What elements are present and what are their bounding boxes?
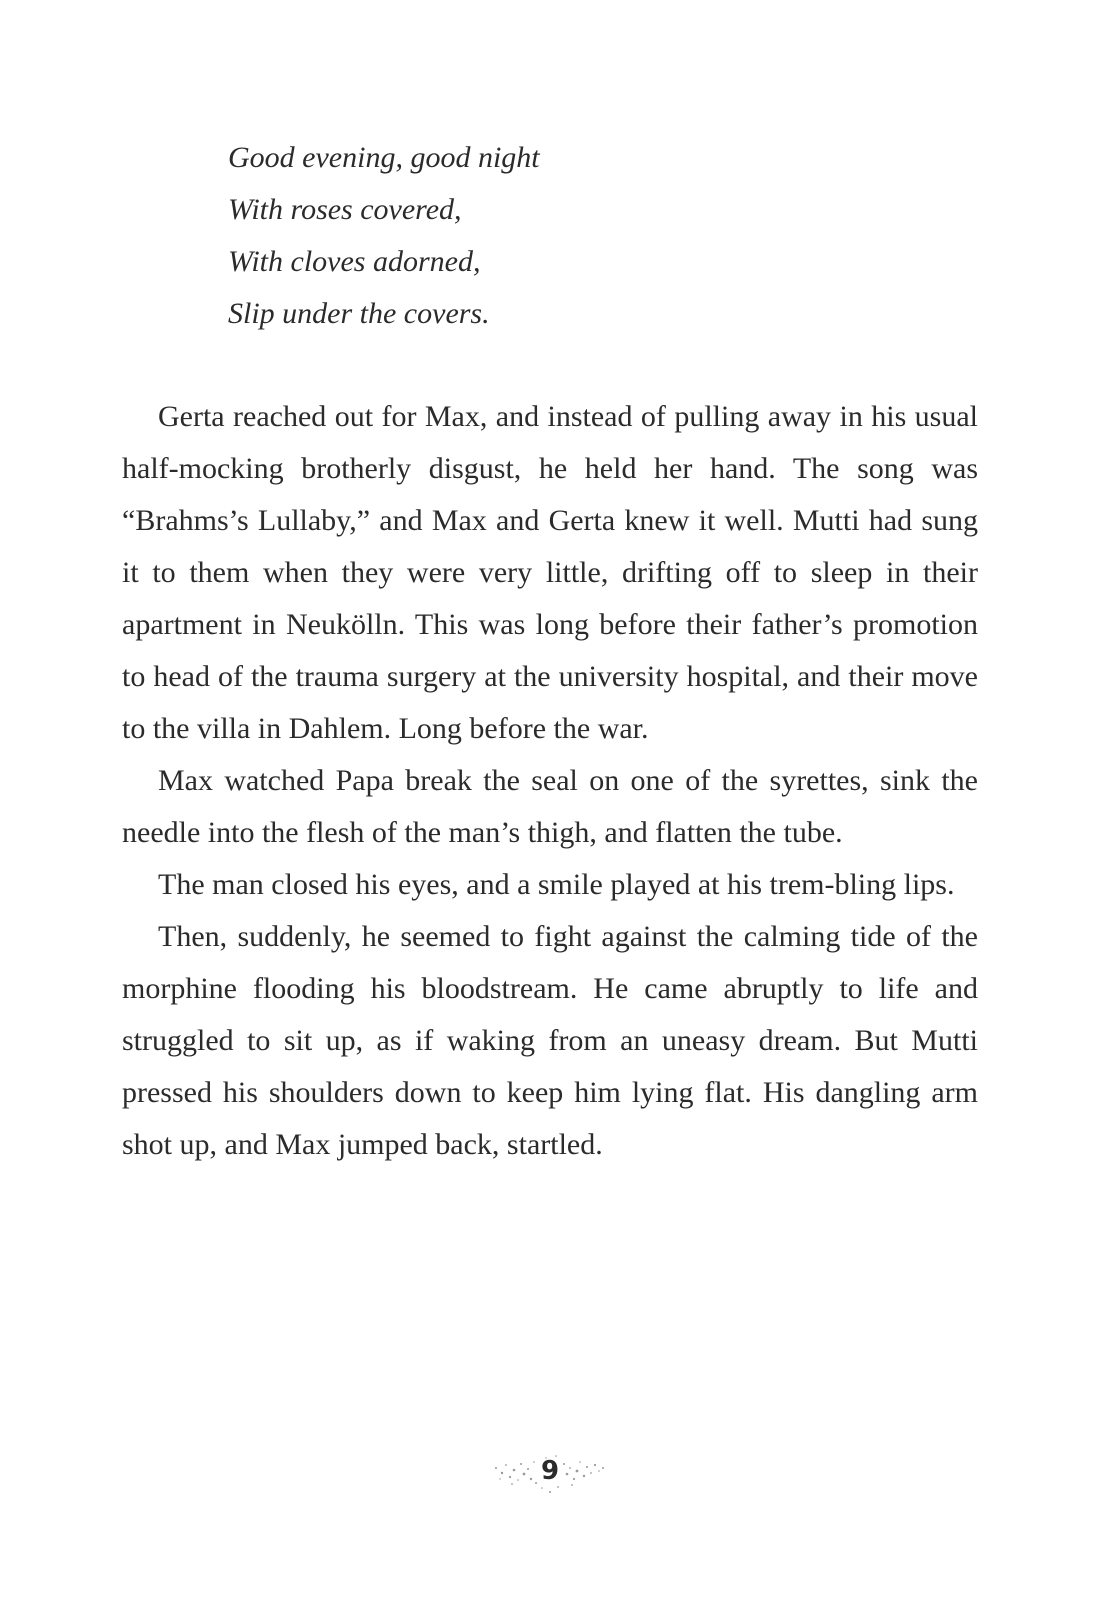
verse-line: With cloves adorned, [228, 245, 481, 278]
paragraph: The man closed his eyes, and a smile played at his trem-bling lips. [158, 868, 955, 901]
paragraph: Gerta reached out for Max, and instead of pulling away in his usual half-mocking brotherly disgust, he held her hand. The song was “Brahms’s Lullaby,” and Max and Gerta knew it well. Mutti had sung it to them when they were very little, drifting off to sleep in their apartment in Neukölln. This was long before their father’s promotion to head of the trauma surgery at the university hospital, and their move to the villa in Dahlem. Long before the war. [122, 400, 978, 745]
verse-line: With roses covered, [228, 193, 462, 226]
verse-line: Slip under the covers. [228, 297, 490, 330]
page-folio [490, 1450, 610, 1498]
paragraph: Max watched Papa break the seal on one of the syrettes, sink the needle into the flesh of the man’s thigh, and flatten the tube. [122, 764, 978, 849]
lullaby-verse [228, 132, 540, 340]
body-text [122, 391, 978, 1171]
page-number: 9 [540, 1456, 560, 1486]
paragraph: Then, suddenly, he seemed to fight against the calming tide of the morphine flooding his bloodstream. He came abruptly to life and struggled to sit up, as if waking from an uneasy dream. But Mutti pressed his shoulders down to keep him lying flat. His dangling arm shot up, and Max jumped back, startled. [122, 920, 978, 1161]
verse-line: Good evening, good night [228, 141, 540, 174]
